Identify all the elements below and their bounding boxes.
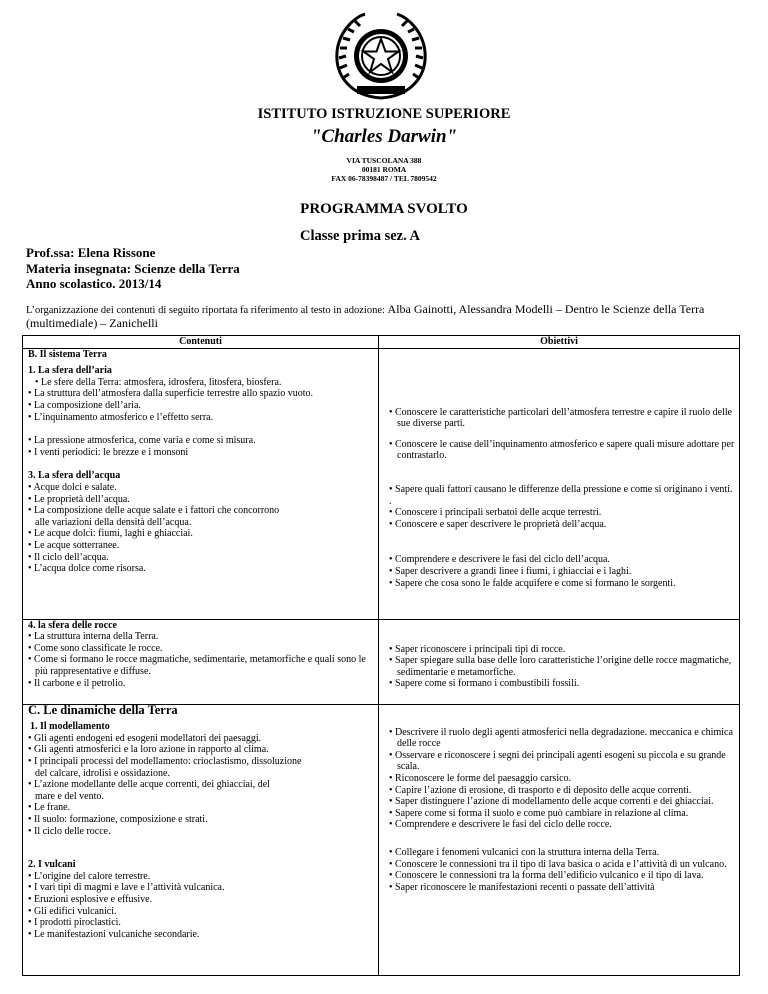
objective-item: • Saper distinguere l’azione di modellamento delle acque correnti e dei ghiacciai.	[389, 796, 714, 808]
list-item: • La struttura interna della Terra.	[28, 631, 159, 643]
column-header-contenuti: Contenuti	[23, 336, 379, 349]
intro-text: L’organizzazione dei contenuti di seguito riportata fa riferimento al testo in adozione:	[26, 305, 388, 316]
teacher: Prof.ssa: Elena Rissone	[26, 245, 156, 260]
objective-item: .	[389, 495, 392, 507]
objective-item: • Sapere come si formano i combustibili fossili.	[389, 678, 580, 690]
section-title: C. Le dinamiche della Terra	[28, 702, 178, 717]
address-line: 00181 ROMA	[361, 165, 407, 174]
objective-item: • Sapere come si forma il suolo e come può cambiare in relazione al clima.	[389, 807, 689, 819]
school-name: "Charles Darwin"	[310, 126, 458, 147]
list-item: • Gli edifici vulcanici.	[28, 905, 117, 917]
table-row	[23, 348, 740, 619]
list-item: • L’origine del calore terrestre.	[28, 870, 151, 882]
list-item: • La struttura dell’atmosfera dalla superficie terrestre allo spazio vuoto.	[28, 388, 314, 400]
list-item: • I venti periodici: le brezze e i monsoni	[28, 446, 189, 458]
objective-item: • Conoscere e saper descrivere le proprietà dell’acqua.	[389, 518, 607, 530]
list-item: • Gli agenti endogeni ed esogeni modellatori dei paesaggi.	[28, 732, 262, 744]
list-item: • Eruzioni esplosive e effusive.	[28, 893, 153, 905]
contenuti-cell	[23, 704, 379, 975]
textbook-reference: Alba Gainotti, Alessandra Modelli – Dentro le Scienze della Terra (multimediale) – Zanichelli	[26, 302, 705, 330]
objective-item: • Conoscere le connessioni tra la forma dell’edificio vulcanico e il tipo di lava.	[389, 870, 704, 882]
list-item: • Il ciclo dell’acqua.	[28, 551, 109, 563]
class-line: Classe prima sez. A	[300, 228, 421, 244]
list-item: • La composizione dell’aria.	[28, 399, 141, 411]
objective-item: • Osservare e riconoscere i segni dei principali agenti esogeni su piccola e su grande scala.	[389, 749, 726, 773]
objective-item: • Conoscere le cause dell’inquinamento atmosferico e sapere quali misure adottare per contrastarlo.	[389, 438, 735, 462]
column-header-obiettivi: Obiettivi	[379, 336, 740, 349]
objective-item: • Conoscere le caratteristiche particolari dell’atmosfera terrestre e capire il ruolo delle sue diverse parti.	[389, 406, 733, 430]
list-item: • Le acque dolci: fiumi, laghi e ghiacciai.	[28, 528, 193, 540]
contenuti-cell	[23, 348, 379, 619]
topic-title: 4. la sfera delle rocce	[28, 619, 117, 631]
obiettivi-cell	[379, 348, 740, 619]
objective-item: • Saper riconoscere i principali tipi di rocce.	[389, 643, 566, 655]
list-item: • Le frane.	[28, 802, 71, 814]
intro-paragraph	[26, 303, 736, 331]
institute-name: ISTITUTO ISTRUZIONE SUPERIORE	[257, 106, 511, 122]
obiettivi-cell	[379, 619, 740, 704]
list-item: • Come sono classificate le rocce.	[28, 642, 163, 654]
objective-item: • Comprendere e descrivere le fasi del ciclo delle rocce.	[389, 819, 612, 831]
list-item: • Le manifestazioni vulcaniche secondarie.	[28, 928, 200, 940]
document-title: PROGRAMMA SVOLTO	[300, 201, 468, 217]
list-item: • I prodotti piroclastici.	[28, 917, 121, 929]
objective-item: • Conoscere le connessioni tra il tipo di lava basica o acida e l’attività di un vulcano.	[389, 858, 727, 870]
list-item: • I vari tipi di magmi e lave e l’attività vulcanica.	[28, 882, 225, 894]
topic-title: 2. I vulcani	[28, 859, 76, 871]
table-header-row	[23, 336, 740, 349]
objective-item: • Sapere che cosa sono le falde acquifere e come si formano le sorgenti.	[389, 577, 676, 589]
objective-item: • Capire l’azione di erosione, di trasporto e di deposito delle acque correnti.	[389, 784, 692, 796]
list-item: • Il carbone e il petrolio.	[28, 677, 126, 689]
list-item: • I principali processi del modellamento: crioclastismo, dissoluzione del calcare, idrolisi e ossidazione.	[28, 755, 302, 779]
list-item: • Le acque sotterranee.	[28, 539, 120, 551]
list-item: • La pressione atmosferica, come varia e come si misura.	[28, 435, 256, 447]
school-address	[0, 156, 768, 183]
list-item: • Le sfere della Terra: atmosfera, idrosfera, litosfera, biosfera.	[35, 376, 282, 388]
objective-item: • Collegare i fenomeni vulcanici con la struttura interna della Terra.	[389, 846, 660, 858]
list-item: • Le proprietà dell’acqua.	[28, 493, 130, 505]
list-item: • Gli agenti atmosferici e la loro azione in rapporto al clima.	[28, 744, 269, 756]
list-item: • Acque dolci e salate.	[28, 481, 117, 493]
republic-emblem-icon	[331, 8, 431, 100]
objective-item: • Sapere quali fattori causano le differenze della pressione e come si originano i venti.	[389, 483, 733, 495]
address-line: VIA TUSCOLANA 388	[346, 156, 422, 165]
objective-item: • Saper riconoscere le manifestazioni recenti o passate dell’attività	[389, 881, 655, 893]
program-table	[22, 335, 740, 976]
list-item: • Come si formano le rocce magmatiche, sedimentarie, metamorfiche e quali sono le più rappresentative e diffuse.	[28, 654, 366, 677]
list-item: • La composizione delle acque salate e i fattori che concorrono alle variazioni della densità dell’acqua.	[28, 505, 280, 528]
table-row	[23, 704, 740, 975]
objective-item: • Descrivere il ruolo degli agenti atmosferici nella degradazione. meccanica e chimica delle rocce	[389, 726, 733, 750]
list-item: • L’acqua dolce come risorsa.	[28, 563, 146, 575]
section-title: B. Il sistema Terra	[28, 348, 107, 360]
list-item: • Il ciclo delle rocce.	[28, 825, 111, 837]
topic-title: 1. La sfera dell’aria	[28, 365, 112, 377]
objective-item: • Comprendere e descrivere le fasi del ciclo dell’acqua.	[389, 554, 610, 566]
objective-item: • Saper spiegare sulla base delle loro caratteristiche l’origine delle rocce magmatiche, sedimentarie e metamorfiche.	[389, 655, 732, 678]
list-item: • L’inquinamento atmosferico e l’effetto serra.	[28, 411, 214, 423]
objective-item: • Riconoscere le forme del paesaggio carsico.	[389, 772, 572, 784]
objective-item: • Conoscere i principali serbatoi delle acque terrestri.	[389, 507, 602, 519]
topic-title: 3. La sfera dell’acqua	[28, 470, 121, 482]
address-line: FAX 06-78398487 / TEL 7809542	[331, 174, 437, 183]
course-meta	[26, 245, 240, 292]
topic-title: 1. Il modellamento	[30, 721, 110, 733]
school-year: Anno scolastico. 2013/14	[26, 276, 162, 291]
list-item: • Il suolo: formazione, composizione e strati.	[28, 813, 208, 825]
contenuti-cell	[23, 619, 379, 704]
objective-item: • Saper descrivere a grandi linee i fiumi, i ghiacciai e i laghi.	[389, 565, 632, 577]
subject: Materia insegnata: Scienze della Terra	[26, 260, 240, 276]
list-item: • L’azione modellante delle acque correnti, dei ghiacciai, del mare e del vento.	[28, 779, 270, 802]
table-row	[23, 619, 740, 704]
obiettivi-cell	[379, 704, 740, 975]
